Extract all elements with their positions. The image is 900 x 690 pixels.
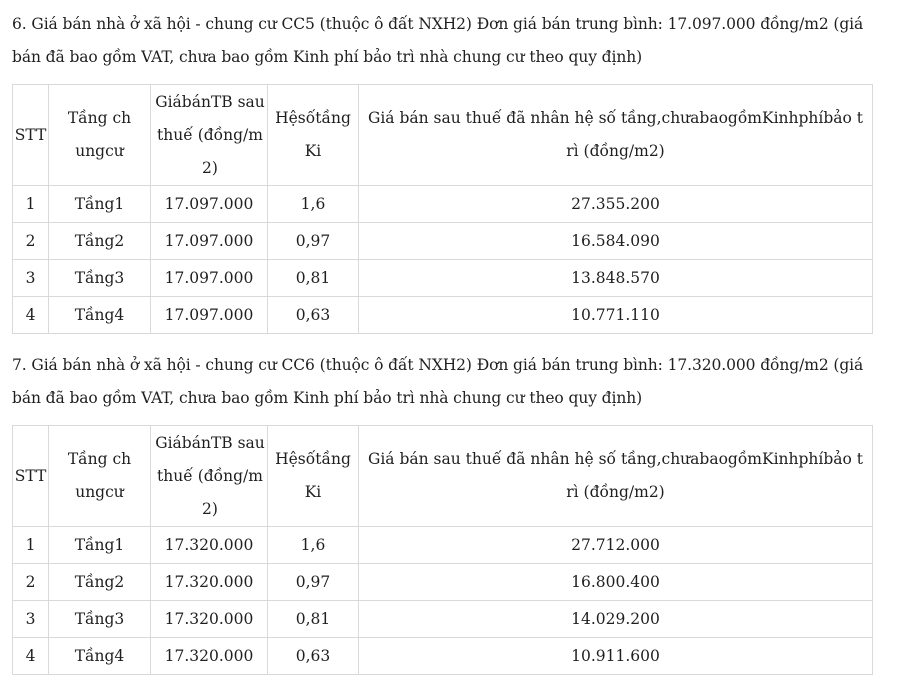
header-stt: STT <box>13 85 49 186</box>
cell-final-price: 13.848.570 <box>359 260 873 297</box>
cell-coefficient: 0,97 <box>268 564 359 601</box>
header-stt: STT <box>13 426 49 527</box>
cell-avg-price: 17.320.000 <box>151 527 268 564</box>
cell-stt: 3 <box>13 601 49 638</box>
table-row <box>13 638 873 675</box>
table-row <box>13 527 873 564</box>
cell-stt: 1 <box>13 527 49 564</box>
header-coefficient: Hệsốtầng Ki <box>268 426 359 527</box>
cell-coefficient: 0,81 <box>268 260 359 297</box>
cell-stt: 2 <box>13 564 49 601</box>
table-row <box>13 601 873 638</box>
cell-floor: Tầng1 <box>49 186 151 223</box>
cell-final-price: 14.029.200 <box>359 601 873 638</box>
table-row <box>13 297 873 334</box>
price-table-cc5 <box>12 84 873 334</box>
cell-avg-price: 17.320.000 <box>151 564 268 601</box>
cell-final-price: 10.771.110 <box>359 297 873 334</box>
table-row <box>13 186 873 223</box>
cell-coefficient: 1,6 <box>268 527 359 564</box>
header-avg-price: GiábánTB sau thuế (đồng/m2) <box>151 426 268 527</box>
cell-floor: Tầng3 <box>49 601 151 638</box>
cell-final-price: 16.584.090 <box>359 223 873 260</box>
header-floor: Tầng chungcư <box>49 426 151 527</box>
header-floor: Tầng chungcư <box>49 85 151 186</box>
cell-coefficient: 0,81 <box>268 601 359 638</box>
table-header-row <box>13 426 873 527</box>
cell-avg-price: 17.320.000 <box>151 638 268 675</box>
cell-floor: Tầng1 <box>49 527 151 564</box>
cell-final-price: 10.911.600 <box>359 638 873 675</box>
cell-final-price: 27.712.000 <box>359 527 873 564</box>
cell-coefficient: 1,6 <box>268 186 359 223</box>
cell-avg-price: 17.097.000 <box>151 260 268 297</box>
table-header-row <box>13 85 873 186</box>
cell-floor: Tầng2 <box>49 564 151 601</box>
cell-avg-price: 17.320.000 <box>151 601 268 638</box>
table-row <box>13 223 873 260</box>
cell-floor: Tầng4 <box>49 638 151 675</box>
cell-stt: 3 <box>13 260 49 297</box>
cell-avg-price: 17.097.000 <box>151 223 268 260</box>
cell-stt: 4 <box>13 638 49 675</box>
cell-stt: 2 <box>13 223 49 260</box>
header-final-price: Giá bán sau thuế đã nhân hệ số tầng,chưabaogồmKinhphíbảo trì (đồng/m2) <box>359 85 873 186</box>
header-final-price: Giá bán sau thuế đã nhân hệ số tầng,chưabaogồmKinhphíbảo trì (đồng/m2) <box>359 426 873 527</box>
cell-avg-price: 17.097.000 <box>151 297 268 334</box>
cell-coefficient: 0,97 <box>268 223 359 260</box>
section-heading-cc5: 6. Giá bán nhà ở xã hội - chung cư CC5 (thuộc ô đất NXH2) Đơn giá bán trung bình: 17.097.000 đồng/m2 (giá bán đã bao gồm VAT, chưa bao gồm Kinh phí bảo trì nhà chung cư theo quy định) <box>12 15 864 66</box>
price-table-cc6 <box>12 425 873 675</box>
cell-coefficient: 0,63 <box>268 638 359 675</box>
cell-avg-price: 17.097.000 <box>151 186 268 223</box>
cell-stt: 4 <box>13 297 49 334</box>
cell-floor: Tầng2 <box>49 223 151 260</box>
cell-stt: 1 <box>13 186 49 223</box>
table-row <box>13 260 873 297</box>
cell-final-price: 27.355.200 <box>359 186 873 223</box>
cell-coefficient: 0,63 <box>268 297 359 334</box>
table-row <box>13 564 873 601</box>
cell-floor: Tầng4 <box>49 297 151 334</box>
section-heading-cc6: 7. Giá bán nhà ở xã hội - chung cư CC6 (thuộc ô đất NXH2) Đơn giá bán trung bình: 17.320.000 đồng/m2 (giá bán đã bao gồm VAT, chưa bao gồm Kinh phí bảo trì nhà chung cư theo quy định) <box>12 356 864 407</box>
cell-floor: Tầng3 <box>49 260 151 297</box>
cell-final-price: 16.800.400 <box>359 564 873 601</box>
header-coefficient: Hệsốtầng Ki <box>268 85 359 186</box>
header-avg-price: GiábánTB sau thuế (đồng/m2) <box>151 85 268 186</box>
